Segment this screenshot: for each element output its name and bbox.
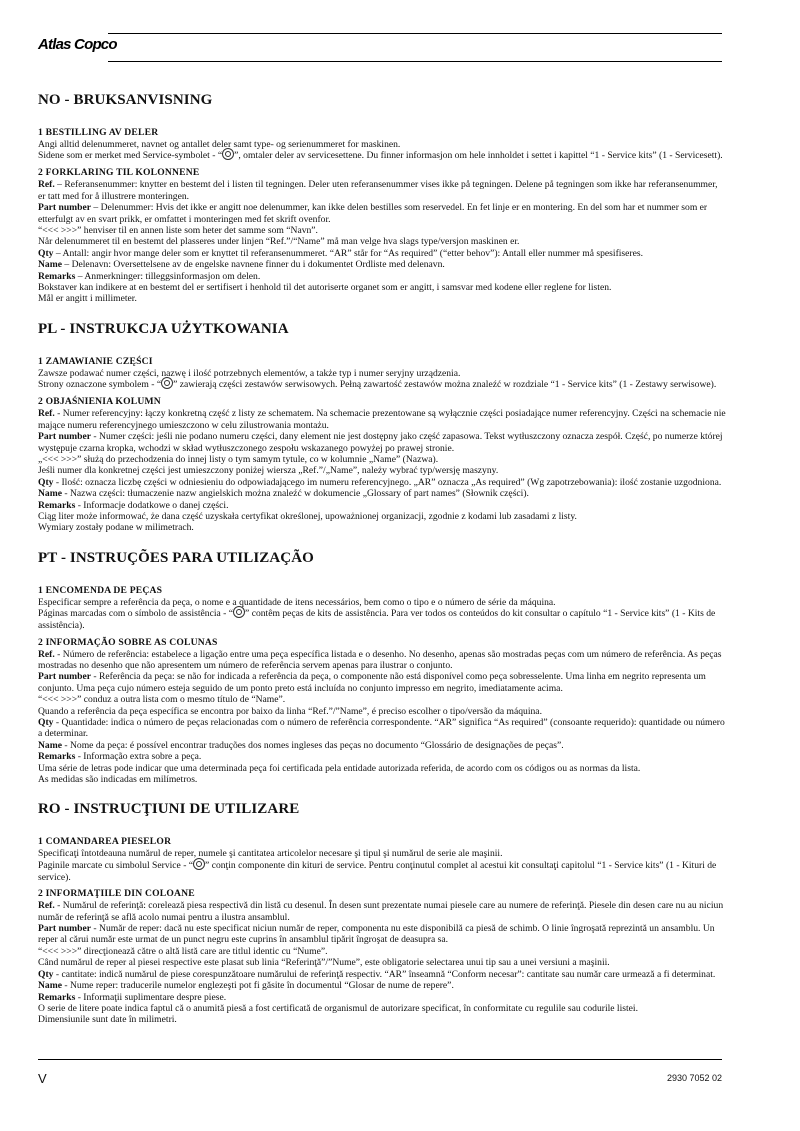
language-section xyxy=(38,92,726,305)
service-symbol-icon xyxy=(233,606,245,618)
column-keyword: Name xyxy=(38,739,62,751)
column-keyword: Qty xyxy=(38,717,54,728)
document-number: 2930 7052 02 xyxy=(666,1073,722,1083)
subsection-heading: 1 BESTILLING AV DELER xyxy=(38,127,159,138)
paragraph: Part number - Număr de reper: dacă nu este specificat niciun număr de reper, componenta nu este disponibilă ca piesă de schimb. O linie îngroşată reprezintă un ansamblu. Un reper al cărui număr este urmat de un punct negru este cuprins în ansamblul tipărit îngroşat de deasupra sa. xyxy=(38,923,715,946)
column-keyword: Qty xyxy=(38,476,54,488)
subsection-heading: 1 ENCOMENDA DE PEÇAS xyxy=(38,584,163,596)
subsection xyxy=(38,637,726,786)
page-number: V xyxy=(38,1071,47,1086)
subsection xyxy=(38,585,726,632)
paragraph: Mål er angitt i millimeter. xyxy=(38,293,137,305)
paragraph: Part number - Referência da peça: se não for indicada a referência da peça, o componente não está disponível como peça sobresselente. Uma linha em negrito representa um conjunto. Uma peça cujo número esteja seguido de um ponto preto está incluída no conjunto impresso em negrito, imediatamente acima. xyxy=(38,671,706,694)
column-keyword: Remarks xyxy=(38,991,76,1003)
column-keyword: Name xyxy=(38,488,62,500)
paragraph: Zawsze podawać numer części, nazwę i ilość potrzebnych elementów, a także typ i numer seryjny urządzenia. xyxy=(38,367,461,379)
paragraph: Qty - cantitate: indică numărul de piese corespunzătoare numărului de referinţă respectiv. “AR” înseamnă “Conform necesar”: cantitate sau număr care urmează a fi determinat. xyxy=(38,968,716,980)
subsection-heading: 1 COMANDAREA PIESELOR xyxy=(38,836,172,848)
paragraph: Quando a referência da peça específica se encontra por baixo da linha “Ref.”/”Name”, é preciso escolher o tipo/versão da máquina. xyxy=(38,705,542,717)
paragraph: Ref. - Numărul de referinţă: corelează piesa respectivă din listă cu desenul. În desen sunt prezentate numai piesele care au numere de referinţă. Piesele din desen care nu au niciun număr de referinţă se află acolo numai pentru a ilustra ansamblul. xyxy=(38,900,724,923)
paragraph: Name – Delenavn: Oversettelsene av de engelske navnene finner du i dokumentet Ordliste med delenavn. xyxy=(38,259,445,271)
column-keyword: Qty xyxy=(38,968,54,980)
subsection xyxy=(38,396,726,533)
paragraph: Când numărul de reper al piesei respective este plasat sub linia “Referinţă”/”Nume”, este obligatorie selectarea unui tip sau a unei versiuni a maşinii. xyxy=(38,957,610,969)
column-keyword: Part number xyxy=(38,671,92,683)
subsection xyxy=(38,167,726,304)
footer-rule xyxy=(38,1059,722,1060)
paragraph: Uma série de letras pode indicar que uma determinada peça foi certificada pela entidade autorizada referida, de acordo com os códigos ou as normas da lista. xyxy=(38,762,641,774)
paragraph: Specificaţi întotdeauna numărul de reper, numele şi cantitatea articolelor necesare şi tipul şi numărul de serie ale maşinii. xyxy=(38,848,503,860)
subsection xyxy=(38,888,726,1025)
paragraph: Name - Nume reper: traducerile numelor englezeşti pot fi găsite în documentul “Glosar de nume de repere”. xyxy=(38,980,454,992)
paragraph: Wymiary zostały podane w milimetrach. xyxy=(38,522,194,534)
section-title: RO - INSTRUCŢIUNI DE UTILIZARE xyxy=(38,801,300,818)
paragraph: Dimensiunile sunt date în milimetri. xyxy=(38,1014,177,1026)
paragraph: Remarks - Informação extra sobre a peça. xyxy=(38,751,202,763)
paragraph: Ref. - Numer referencyjny: łączy konkretną część z listy ze schematem. Na schemacie prezentowane są wyłącznie części posiadające numer referencyjny. Części na schemacie nie mające numeru referencyjnego umieszczono w celu zilustrowania montażu. xyxy=(38,408,726,431)
paragraph: Páginas marcadas com o símbolo de assistência - “ ” contêm peças de kits de assistência. Para ver todos os conteúdos do kit consultar o capítulo “1 - Service kits” (1 - Kits de assistência). xyxy=(38,608,726,631)
paragraph: Name - Nazwa części: tłumaczenie nazw angielskich można znaleźć w dokumencie „Glossary of part names” (Słownik części). xyxy=(38,488,529,500)
section-title: PT - INSTRUÇÕES PARA UTILIZAÇÃO xyxy=(38,549,314,566)
paragraph: Remarks - Informacje dodatkowe o danej części. xyxy=(38,499,229,511)
subsection-heading: 2 FORKLARING TIL KOLONNENE xyxy=(38,167,200,179)
column-keyword: Part number xyxy=(38,431,92,443)
service-symbol-icon xyxy=(222,148,234,160)
paragraph: Paginile marcate cu simbolul Service - “ ” conţin componente din kituri de service. Pentru conţinutul complet al acestui kit consultaţi capitolul “1 - Service kits” (1 - Kituri de service). xyxy=(38,860,726,883)
atlas-copco-logo: Atlas Copco xyxy=(38,36,117,53)
paragraph: Når delenummeret til en bestemt del plasseres under linjen “Ref.”/“Name” må man velge hva slags type/versjon maskinen er. xyxy=(38,236,520,248)
column-keyword: Remarks xyxy=(38,270,76,282)
column-keyword: Ref. xyxy=(38,408,55,420)
paragraph: O serie de litere poate indica faptul că o anumită piesă a fost certificată de organismul de autorizare specificat, în conformitate cu regulile sau codurile listei. xyxy=(38,1002,638,1014)
paragraph: Bokstaver kan indikere at en bestemt del er sertifisert i henhold til det autoriserte organet som er angitt, i samsvar med kodene eller reglene for listen. xyxy=(38,282,612,294)
subsection-heading: 2 OBJAŚNIENIA KOLUMN xyxy=(38,396,161,408)
column-keyword: Name xyxy=(38,980,62,992)
paragraph: Remarks - Informaţii suplimentare despre piese. xyxy=(38,991,227,1003)
paragraph: Remarks – Anmerkninger: tilleggsinformasjon om delen. xyxy=(38,270,261,282)
section-title: PL - INSTRUKCJA UŻYTKOWANIA xyxy=(38,320,289,337)
paragraph: Part number – Delenummer: Hvis det ikke er angitt noe delenummer, kan ikke delen bestilles som reservedel. En fet linje er en montering. En del som har et nummer som er etterfulgt av en svart prikk, er omfattet i monteringen med fet skrift ovenfor. xyxy=(38,202,708,225)
paragraph: Qty – Antall: angir hvor mange deler som er knyttet til referansenummeret. “AR” står for “As required” (“etter behov”): Antall eller nummer må spesifiseres. xyxy=(38,247,644,259)
paragraph: Ref. – Referansenummer: knytter en bestemt del i listen til tegningen. Deler uten referansenummer vises ikke på tegningen. Delene på tegningen som ikke har referansenummer, er tatt med for å illustrere monteringen. xyxy=(38,179,718,202)
service-symbol-icon xyxy=(161,377,173,389)
header-rule-top xyxy=(108,33,722,34)
subsection-heading: 1 ZAMAWIANIE CZĘŚCI xyxy=(38,355,153,367)
column-keyword: Part number xyxy=(38,923,92,935)
column-keyword: Remarks xyxy=(38,499,76,511)
paragraph: Qty - Ilość: oznacza liczbę części w odniesieniu do odpowiadającego im numeru referencyjnego. „AR” oznacza „As required” (Wg zapotrzebowania): ilość zostanie uzgodniona. xyxy=(38,476,722,488)
paragraph: Sidene som er merket med Service-symbolet - “ ”, omtaler deler av servicesettene. Du finner informasjon om hele innholdet i settet i kapittel “1 - Service kits” (1 - Servicesett). xyxy=(38,150,726,162)
subsection xyxy=(38,127,726,162)
language-section xyxy=(38,321,726,534)
subsection xyxy=(38,356,726,391)
document-body xyxy=(38,92,726,1042)
column-keyword: Qty xyxy=(38,247,54,259)
column-keyword: Ref. xyxy=(38,900,55,912)
paragraph: “<<< >>>” henviser til en annen liste som heter det samme som “Navn”. xyxy=(38,225,318,237)
paragraph: Name - Nome da peça: é possível encontrar traduções dos nomes ingleses das peças no documento “Glossário de designações de peças”. xyxy=(38,739,564,751)
language-section xyxy=(38,801,726,1025)
subsection xyxy=(38,836,726,883)
paragraph: As medidas são indicadas em milímetros. xyxy=(38,774,198,786)
paragraph: Especificar sempre a referência da peça, o nome e a quantidade de itens necessários, bem como o tipo e o número de série da máquina. xyxy=(38,596,556,608)
column-keyword: Ref. xyxy=(38,648,55,660)
subsection-heading: 2 INFORMAŢIILE DIN COLOANE xyxy=(38,888,195,900)
subsection-heading: 2 INFORMAÇÃO SOBRE AS COLUNAS xyxy=(38,636,218,648)
column-keyword: Name xyxy=(38,259,62,271)
paragraph: “<<< >>>” direcţionează către o altă listă care are titlul identic cu “Nume”. xyxy=(38,945,328,957)
page-header xyxy=(0,0,800,70)
language-section xyxy=(38,550,726,786)
section-title: NO - BRUKSANVISNING xyxy=(38,92,213,108)
service-symbol-icon xyxy=(193,858,205,870)
column-keyword: Remarks xyxy=(38,751,76,763)
paragraph: Ciąg liter może informować, że dana część uzyskała certyfikat określonej, upoważnionej organizacji, zgodnie z kodami lub zasadami z listy. xyxy=(38,510,577,522)
paragraph: Ref. - Número de referência: estabelece a ligação entre uma peça específica listada e o desenho. No desenho, apenas são mostradas peças com um número de referência. As peças mostradas no desenho que não apresentem um número de referência servem apenas para ilustrar o conjunto. xyxy=(38,648,722,671)
paragraph: Qty - Quantidade: indica o número de peças relacionadas com o número de referência correspondente. “AR” significa “As required” (consoante requerido): quantidade ou número a determinar. xyxy=(38,717,725,740)
paragraph: Part number - Numer części: jeśli nie podano numeru części, dany element nie jest dostępny jako część zapasowa. Tekst wytłuszczony oznacza zespół. Część, po numerze której występuje czarna kropka, wchodzi w skład wytłuszczonego zespołu wskazanego powyżej po prawej stronie. xyxy=(38,431,723,454)
paragraph: Jeśli numer dla konkretnej części jest umieszczony poniżej wiersza „Ref.”/„Name”, należy wybrać typ/wersję maszyny. xyxy=(38,465,499,477)
paragraph: Strony oznaczone symbolem - “ ” zawierają części zestawów serwisowych. Pełną zawartość zestawów można znaleźć w rozdziale “1 - Service kits” (1 - Zestawy serwisowe). xyxy=(38,379,726,391)
paragraph: „<<< >>>” służą do przechodzenia do innej listy o tym samym tytule, co w kolumnie „Name” (Nazwa). xyxy=(38,453,439,465)
paragraph: Angi alltid delenummeret, navnet og antallet deler samt type- og serienummeret for maskinen. xyxy=(38,139,401,150)
paragraph: “<<< >>>” conduz a outra lista com o mesmo título de “Name”. xyxy=(38,694,286,706)
header-rule-bottom xyxy=(108,61,722,62)
column-keyword: Part number xyxy=(38,202,92,214)
column-keyword: Ref. xyxy=(38,179,55,191)
